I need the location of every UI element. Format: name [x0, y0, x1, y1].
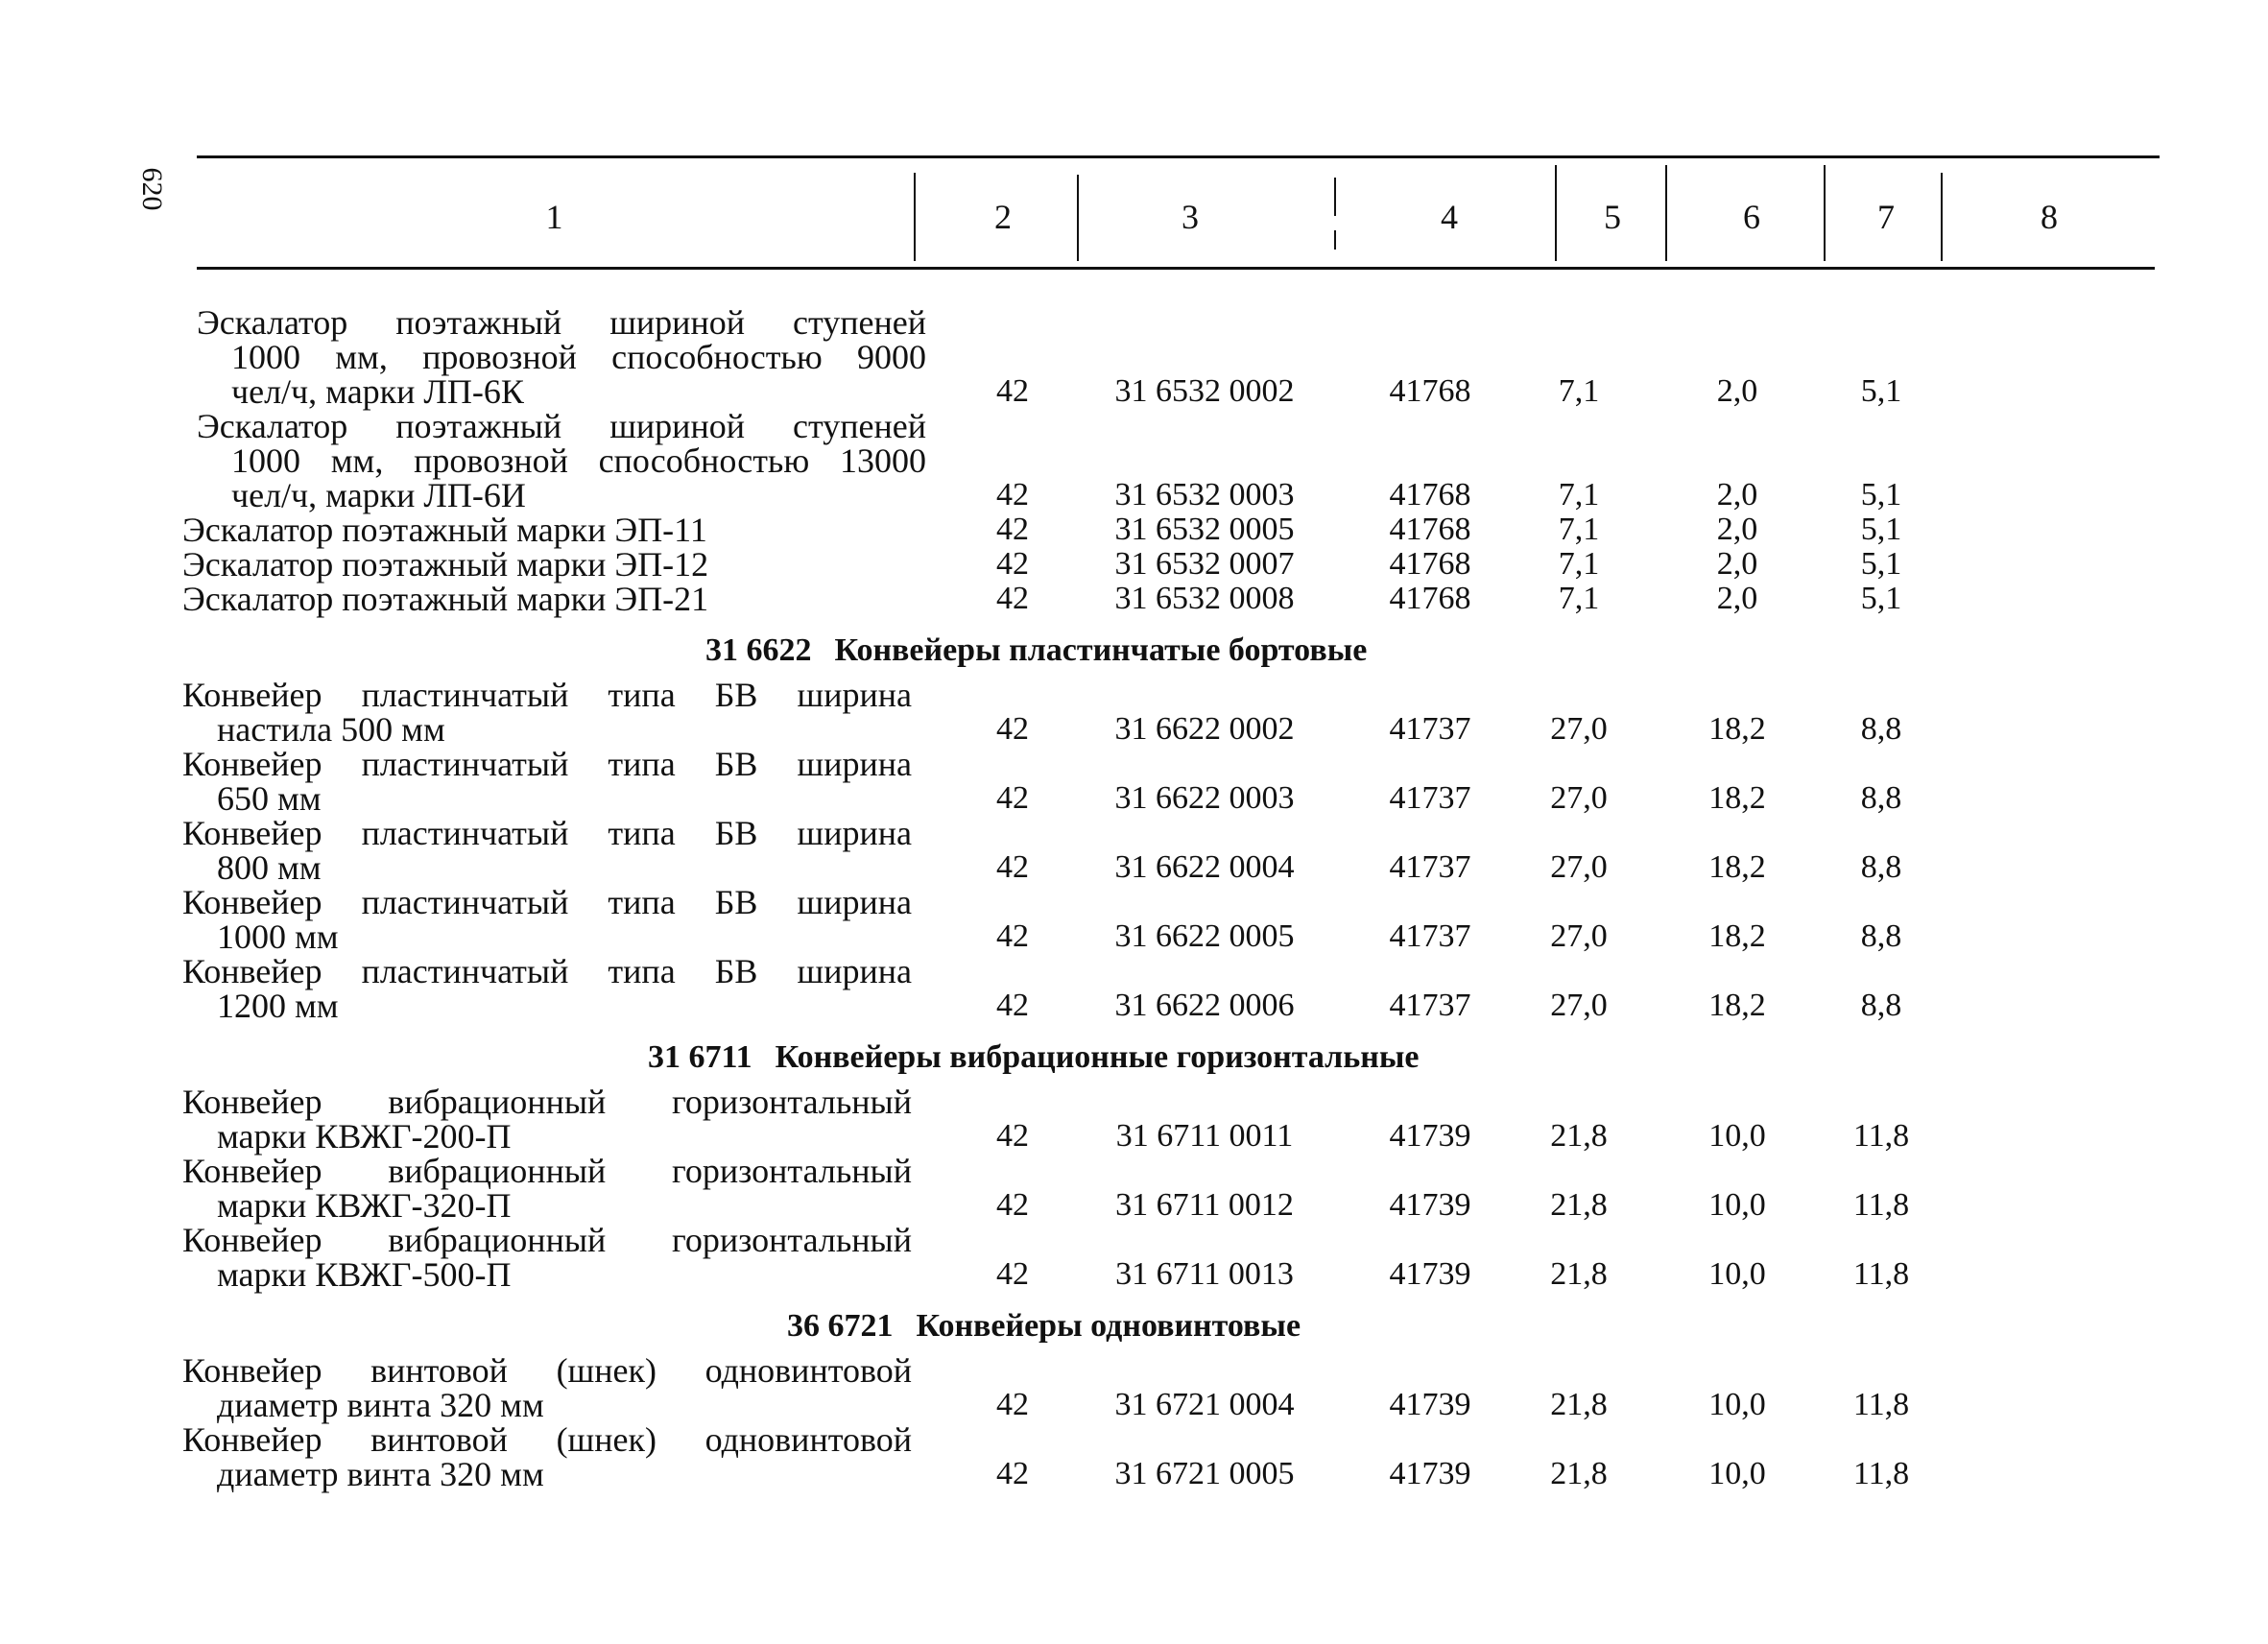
- cell-c2: 42: [996, 1456, 1029, 1491]
- cell-c5: 7,1: [1558, 373, 1600, 409]
- column-header-8: 8: [2041, 198, 2058, 236]
- description-line: Конвейер пластинчатый типа БВ ширина: [182, 676, 912, 714]
- cell-c7: 5,1: [1860, 546, 1902, 582]
- cell-c2: 42: [996, 918, 1029, 954]
- item-description: [182, 885, 912, 954]
- cell-c7: 11,8: [1852, 1187, 1910, 1223]
- cell-c4: 41737: [1389, 918, 1471, 954]
- cell-c6: 18,2: [1708, 711, 1766, 747]
- section-heading: [787, 1309, 1301, 1344]
- description-line: Конвейер винтовой (шнек) одновинтовой: [182, 1420, 912, 1459]
- section-code: 31 6622: [705, 632, 812, 668]
- description-line: Конвейер вибрационный горизонтальный: [182, 1083, 912, 1121]
- cell-c5: 7,1: [1558, 512, 1600, 547]
- section-heading: [648, 1040, 1419, 1075]
- cell-c3: 31 6622 0003: [1114, 780, 1295, 816]
- cell-c4: 41739: [1389, 1256, 1471, 1292]
- cell-c3: 31 6711 0013: [1115, 1256, 1294, 1292]
- section-code: 36 6721: [787, 1308, 894, 1344]
- cell-c6: 2,0: [1716, 512, 1758, 547]
- cell-c2: 42: [996, 581, 1029, 616]
- cell-c6: 18,2: [1708, 918, 1766, 954]
- cell-c7: 5,1: [1860, 581, 1902, 616]
- description-line: настила 500 мм: [217, 710, 445, 749]
- description-line: Эскалатор поэтажный марки ЭП-21: [182, 580, 709, 618]
- description-line: 1000 мм: [217, 917, 339, 956]
- cell-c6: 2,0: [1716, 477, 1758, 512]
- cell-c2: 42: [996, 477, 1029, 512]
- cell-c3: 31 6532 0002: [1114, 373, 1295, 409]
- column-header-3: 3: [1182, 198, 1199, 236]
- column-divider: [1665, 165, 1667, 261]
- cell-c2: 42: [996, 1256, 1029, 1292]
- item-description: [197, 305, 926, 409]
- cell-c3: 31 6532 0005: [1114, 512, 1295, 547]
- cell-c3: 31 6622 0006: [1114, 988, 1295, 1023]
- description-line: чел/ч, марки ЛП-6К: [231, 372, 524, 411]
- cell-c5: 21,8: [1550, 1387, 1608, 1422]
- cell-c4: 41768: [1389, 581, 1471, 616]
- item-description: [197, 409, 926, 512]
- cell-c6: 10,0: [1708, 1256, 1766, 1292]
- cell-c4: 41768: [1389, 373, 1471, 409]
- cell-c7: 8,8: [1860, 711, 1902, 747]
- item-description: [182, 512, 797, 547]
- cell-c7: 5,1: [1860, 373, 1902, 409]
- cell-c3: 31 6532 0007: [1114, 546, 1295, 582]
- cell-c3: 31 6622 0004: [1114, 849, 1295, 885]
- section-code: 31 6711: [648, 1039, 752, 1075]
- cell-c2: 42: [996, 1187, 1029, 1223]
- item-description: [182, 678, 912, 747]
- table-top-rule: [197, 155, 2160, 158]
- cell-c5: 27,0: [1550, 988, 1608, 1023]
- cell-c4: 41739: [1389, 1387, 1471, 1422]
- cell-c7: 8,8: [1860, 988, 1902, 1023]
- cell-c7: 8,8: [1860, 918, 1902, 954]
- cell-c3: 31 6711 0011: [1115, 1118, 1294, 1154]
- column-header-4: 4: [1441, 198, 1458, 236]
- description-line: Эскалатор поэтажный шириной ступеней: [197, 303, 926, 342]
- cell-c4: 41768: [1389, 477, 1471, 512]
- column-header-7: 7: [1877, 198, 1895, 236]
- column-divider: [1334, 230, 1336, 250]
- column-divider: [1941, 173, 1943, 261]
- item-description: [182, 816, 912, 885]
- cell-c6: 18,2: [1708, 988, 1766, 1023]
- section-title: Конвейеры одновинтовые: [916, 1308, 1301, 1344]
- cell-c2: 42: [996, 849, 1029, 885]
- cell-c5: 27,0: [1550, 780, 1608, 816]
- section-heading: [705, 633, 1367, 668]
- cell-c7: 8,8: [1860, 849, 1902, 885]
- cell-c2: 42: [996, 711, 1029, 747]
- cell-c5: 27,0: [1550, 849, 1608, 885]
- cell-c5: 21,8: [1550, 1256, 1608, 1292]
- item-description: [182, 747, 912, 816]
- cell-c3: 31 6532 0003: [1114, 477, 1295, 512]
- item-description: [182, 582, 797, 616]
- cell-c4: 41768: [1389, 512, 1471, 547]
- column-divider: [1555, 165, 1557, 261]
- cell-c6: 2,0: [1716, 581, 1758, 616]
- item-description: [182, 1084, 912, 1154]
- cell-c5: 7,1: [1558, 581, 1600, 616]
- description-line: 1000 мм, провозной способностью 9000: [231, 338, 926, 376]
- cell-c2: 42: [996, 546, 1029, 582]
- cell-c6: 10,0: [1708, 1387, 1766, 1422]
- description-line: Эскалатор поэтажный шириной ступеней: [197, 407, 926, 445]
- cell-c5: 7,1: [1558, 546, 1600, 582]
- cell-c7: 11,8: [1852, 1118, 1910, 1154]
- description-line: Конвейер пластинчатый типа БВ ширина: [182, 883, 912, 921]
- description-line: чел/ч, марки ЛП-6И: [231, 476, 526, 514]
- column-header-6: 6: [1743, 198, 1760, 236]
- description-line: марки КВЖГ-320-П: [217, 1186, 512, 1225]
- cell-c2: 42: [996, 988, 1029, 1023]
- cell-c7: 11,8: [1852, 1256, 1910, 1292]
- cell-c6: 10,0: [1708, 1456, 1766, 1491]
- column-header-1: 1: [545, 198, 563, 236]
- cell-c5: 21,8: [1550, 1456, 1608, 1491]
- item-description: [182, 547, 797, 582]
- cell-c6: 10,0: [1708, 1187, 1766, 1223]
- description-line: 1200 мм: [217, 987, 339, 1025]
- cell-c7: 11,8: [1852, 1456, 1910, 1491]
- cell-c3: 31 6711 0012: [1115, 1187, 1294, 1223]
- cell-c5: 21,8: [1550, 1187, 1608, 1223]
- cell-c2: 42: [996, 780, 1029, 816]
- description-line: 1000 мм, провозной способностью 13000: [231, 441, 926, 480]
- cell-c6: 10,0: [1708, 1118, 1766, 1154]
- cell-c4: 41739: [1389, 1187, 1471, 1223]
- description-line: Конвейер вибрационный горизонтальный: [182, 1152, 912, 1190]
- description-line: Конвейер пластинчатый типа БВ ширина: [182, 745, 912, 783]
- item-description: [182, 1154, 912, 1223]
- cell-c6: 2,0: [1716, 373, 1758, 409]
- item-description: [182, 1422, 912, 1491]
- cell-c4: 41768: [1389, 546, 1471, 582]
- section-title: Конвейеры пластинчатые бортовые: [834, 632, 1368, 668]
- description-line: Эскалатор поэтажный марки ЭП-12: [182, 545, 709, 584]
- item-description: [182, 1223, 912, 1292]
- cell-c7: 8,8: [1860, 780, 1902, 816]
- cell-c7: 11,8: [1852, 1387, 1910, 1422]
- cell-c7: 5,1: [1860, 477, 1902, 512]
- column-divider: [1077, 175, 1079, 261]
- page-number: 620: [136, 167, 168, 211]
- cell-c5: 27,0: [1550, 711, 1608, 747]
- description-line: 650 мм: [217, 779, 322, 818]
- description-line: Конвейер пластинчатый типа БВ ширина: [182, 814, 912, 852]
- cell-c4: 41737: [1389, 711, 1471, 747]
- description-line: марки КВЖГ-500-П: [217, 1255, 512, 1294]
- description-line: Конвейер винтовой (шнек) одновинтовой: [182, 1351, 912, 1390]
- description-line: марки КВЖГ-200-П: [217, 1117, 512, 1156]
- cell-c3: 31 6622 0002: [1114, 711, 1295, 747]
- cell-c4: 41739: [1389, 1118, 1471, 1154]
- cell-c4: 41737: [1389, 849, 1471, 885]
- column-divider: [1334, 178, 1336, 216]
- description-line: диаметр винта 320 мм: [217, 1455, 544, 1493]
- description-line: Конвейер пластинчатый типа БВ ширина: [182, 952, 912, 990]
- cell-c4: 41737: [1389, 780, 1471, 816]
- cell-c6: 18,2: [1708, 780, 1766, 816]
- description-line: 800 мм: [217, 848, 322, 887]
- description-line: диаметр винта 320 мм: [217, 1386, 544, 1424]
- cell-c3: 31 6532 0008: [1114, 581, 1295, 616]
- cell-c3: 31 6721 0004: [1114, 1387, 1295, 1422]
- description-line: Конвейер вибрационный горизонтальный: [182, 1221, 912, 1259]
- cell-c2: 42: [996, 512, 1029, 547]
- item-description: [182, 1353, 912, 1422]
- column-divider: [914, 173, 916, 261]
- item-description: [182, 954, 912, 1023]
- cell-c6: 2,0: [1716, 546, 1758, 582]
- cell-c4: 41739: [1389, 1456, 1471, 1491]
- cell-c5: 27,0: [1550, 918, 1608, 954]
- cell-c7: 5,1: [1860, 512, 1902, 547]
- cell-c3: 31 6721 0005: [1114, 1456, 1295, 1491]
- table-header-bottom-rule: [197, 267, 2155, 270]
- cell-c6: 18,2: [1708, 849, 1766, 885]
- cell-c4: 41737: [1389, 988, 1471, 1023]
- cell-c2: 42: [996, 373, 1029, 409]
- section-title: Конвейеры вибрационные горизонтальные: [775, 1039, 1420, 1075]
- cell-c5: 7,1: [1558, 477, 1600, 512]
- description-line: Эскалатор поэтажный марки ЭП-11: [182, 511, 707, 549]
- column-header-5: 5: [1604, 198, 1621, 236]
- cell-c5: 21,8: [1550, 1118, 1608, 1154]
- column-header-2: 2: [994, 198, 1012, 236]
- cell-c3: 31 6622 0005: [1114, 918, 1295, 954]
- cell-c2: 42: [996, 1118, 1029, 1154]
- cell-c2: 42: [996, 1387, 1029, 1422]
